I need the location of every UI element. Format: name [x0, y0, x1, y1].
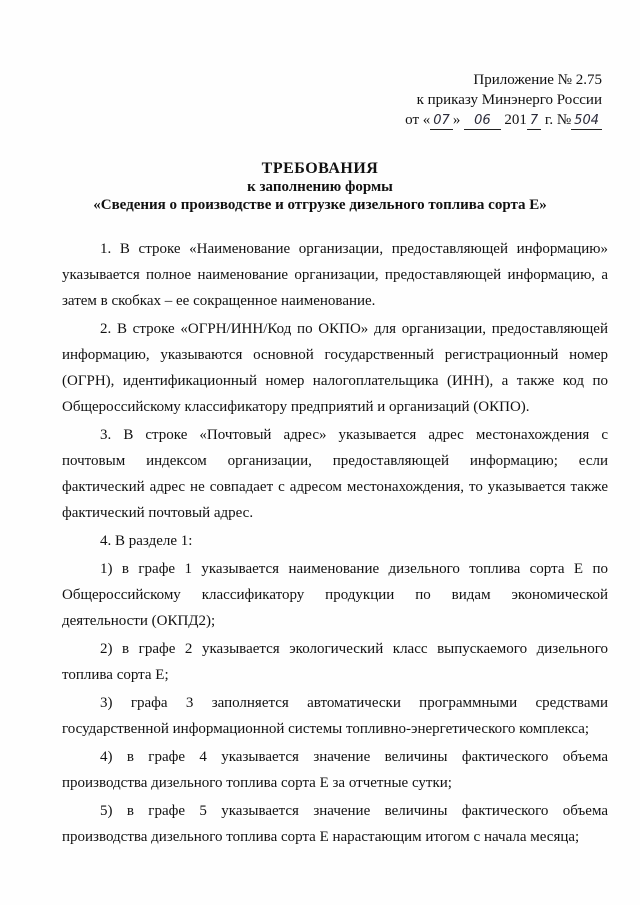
paragraph-3: 3. В строке «Почтовый адрес» указывается адрес местонахождения с почтовым индексом организации, предоставляющей информацию; если фактический адрес не совпадает с адресом местонахождения, то указывается также фактический почтовый адрес.: [62, 427, 608, 521]
order-reference: к приказу Минэнерго России: [416, 92, 602, 108]
document-title: [0, 160, 640, 214]
date-mid: »: [452, 112, 461, 128]
title-line-1: ТРЕБОВАНИЯ: [261, 160, 379, 177]
handwritten-year-digit: 7: [527, 113, 541, 130]
paragraph-4-4: 4) в графе 4 указывается значение величины фактического объема производства дизельного топлива сорта Е за отчетные сутки;: [62, 749, 608, 791]
paragraph-2: 2. В строке «ОГРН/ИНН/Код по ОКПО» для организации, предоставляющей информацию, указываются основной государственный регистрационный номер (ОГРН), идентификационный номер налогоплательщика (ИНН), а также код по Общероссийскому классификатору предприятий и организаций (ОКПО).: [62, 321, 608, 415]
paragraph-4-2: 2) в графе 2 указывается экологический класс выпускаемого дизельного топлива сорта Е;: [62, 641, 608, 683]
date-year-suffix: г. №: [544, 112, 572, 128]
title-line-2: к заполнению формы: [247, 179, 393, 195]
paragraph-4-1: 1) в графе 1 указывается наименование дизельного топлива сорта Е по Общероссийскому классификатору продукции по видам экономической деятельности (ОКПД2);: [62, 561, 608, 629]
paragraph-1: 1. В строке «Наименование организации, предоставляющей информацию» указывается полное наименование организации, предоставляющей информацию, а затем в скобках – ее сокращенное наименование.: [62, 241, 608, 309]
handwritten-day: 07: [430, 113, 453, 130]
date-year-prefix: 201: [504, 112, 527, 128]
appendix-number: Приложение № 2.75: [473, 72, 602, 88]
paragraph-4: 4. В разделе 1:: [100, 533, 193, 549]
order-date-line: [402, 110, 602, 130]
handwritten-order-number: 504: [571, 113, 602, 130]
paragraph-4-5: 5) в графе 5 указывается значение величины фактического объема производства дизельного топлива сорта Е нарастающим итогом с начала месяца;: [62, 803, 608, 845]
document-body: [62, 236, 608, 850]
date-prefix: от «: [405, 112, 431, 128]
paragraph-4-3: 3) графа 3 заполняется автоматически программными средствами государственной информационной системы топливно-энергетического комплекса;: [62, 695, 608, 737]
title-line-3: «Сведения о производстве и отгрузке дизельного топлива сорта Е»: [93, 197, 547, 213]
handwritten-month: 06: [464, 113, 501, 130]
appendix-header: [402, 70, 602, 130]
